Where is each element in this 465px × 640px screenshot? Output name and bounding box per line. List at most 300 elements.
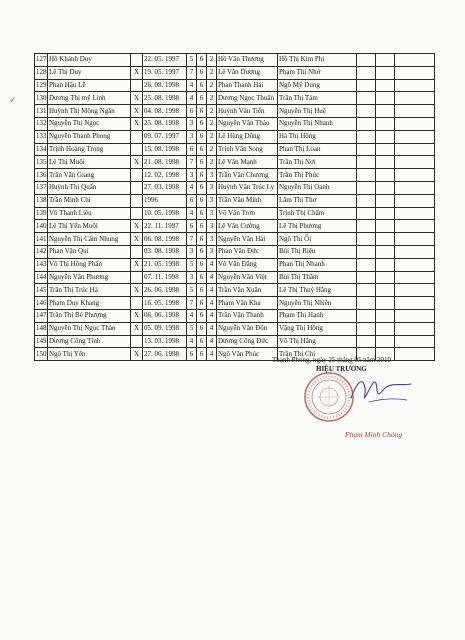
blank-cell — [376, 335, 395, 348]
blank-cell — [395, 258, 435, 271]
blank-cell — [357, 335, 376, 348]
table-row — [35, 271, 435, 284]
col-a: 3 — [187, 169, 197, 182]
blank-cell — [395, 117, 435, 130]
row-number: 129 — [35, 79, 48, 92]
col-a: 4 — [187, 309, 197, 322]
col-a: 6 — [187, 220, 197, 233]
mother-name: Nguyễn Thị Nhiên — [278, 297, 357, 310]
student-name: Lê Thị Duy — [48, 66, 131, 79]
blank-cell — [395, 143, 435, 156]
col-b: 6 — [197, 79, 207, 92]
gender-mark: X — [131, 220, 143, 233]
table-row — [35, 66, 435, 79]
table-row — [35, 233, 435, 246]
col-b: 6 — [197, 66, 207, 79]
table-row — [35, 117, 435, 130]
blank-cell — [357, 105, 376, 118]
birth-date: 27. 03. 1998 — [143, 181, 187, 194]
blank-cell — [395, 194, 435, 207]
margin-mark: ✓ — [9, 95, 17, 105]
col-b: 6 — [197, 233, 207, 246]
col-c: 3 — [207, 233, 217, 246]
birth-date: 15. 08. 1998 — [143, 143, 187, 156]
col-a: 4 — [187, 335, 197, 348]
gender-mark — [131, 335, 143, 348]
birth-date: 21. 08. 1998 — [143, 156, 187, 169]
student-name: Trần Thị Trúc Hà — [48, 284, 131, 297]
row-number: 137 — [35, 181, 48, 194]
blank-cell — [395, 207, 435, 220]
blank-cell — [395, 105, 435, 118]
student-name: Võ Thị Hồng Phấn — [48, 258, 131, 271]
blank-cell — [357, 322, 376, 335]
col-a: 7 — [187, 66, 197, 79]
blank-cell — [395, 181, 435, 194]
student-name: Nguyễn Thị Ngọc Thảo — [48, 322, 131, 335]
birth-date: 27. 06. 1998 — [143, 348, 187, 361]
blank-cell — [376, 220, 395, 233]
col-b: 6 — [197, 92, 207, 105]
row-number: 142 — [35, 245, 48, 258]
table-row — [35, 105, 435, 118]
table-row — [35, 245, 435, 258]
birth-date: 12. 02. 1998 — [143, 169, 187, 182]
blank-cell — [376, 143, 395, 156]
blank-cell — [376, 169, 395, 182]
gender-mark: X — [131, 348, 143, 361]
col-c: 3 — [207, 181, 217, 194]
gender-mark — [131, 130, 143, 143]
col-a: 3 — [187, 271, 197, 284]
col-b: 6 — [197, 105, 207, 118]
blank-cell — [357, 207, 376, 220]
table-row — [35, 92, 435, 105]
blank-cell — [376, 117, 395, 130]
blank-cell — [357, 181, 376, 194]
row-number: 138 — [35, 194, 48, 207]
student-name: Võ Thanh Liêu — [48, 207, 131, 220]
student-name: Dương Thị mỹ Linh — [48, 92, 131, 105]
col-b: 6 — [197, 194, 207, 207]
birth-date: 03. 08. 1998 — [143, 245, 187, 258]
blank-cell — [376, 233, 395, 246]
birth-date: 1996 — [143, 194, 187, 207]
mother-name: Trần Thị Phúc — [278, 169, 357, 182]
student-name: Hồ Khánh Duy — [48, 54, 131, 67]
col-c: 3 — [207, 220, 217, 233]
mother-name: Hồ Thị Kim Phi — [278, 54, 357, 67]
blank-cell — [395, 297, 435, 310]
table-row — [35, 194, 435, 207]
footer-date-line: Thạnh Phong, ngày 25 tháng 05 năm 2010 — [272, 356, 391, 364]
table-row — [35, 54, 435, 67]
student-name: Nguyễn Thị Ngọc — [48, 117, 131, 130]
col-b: 6 — [197, 156, 207, 169]
mother-name: Trần Thị Nơi — [278, 156, 357, 169]
blank-cell — [376, 54, 395, 67]
mother-name: Nguyễn Thị Nhanh — [278, 117, 357, 130]
table-row — [35, 79, 435, 92]
col-c: 4 — [207, 309, 217, 322]
student-name: Nguyễn Thanh Phong — [48, 130, 131, 143]
blank-cell — [376, 156, 395, 169]
father-name: Võ Văn Đăng — [217, 258, 278, 271]
father-name: Trần Văn Thanh — [217, 309, 278, 322]
mother-name: Hà Thị Hồng — [278, 130, 357, 143]
col-c: 2 — [207, 79, 217, 92]
blank-cell — [376, 258, 395, 271]
row-number: 133 — [35, 130, 48, 143]
mother-name: Trịnh Thị Chấm — [278, 207, 357, 220]
col-a: 4 — [187, 207, 197, 220]
col-b: 6 — [197, 271, 207, 284]
blank-cell — [376, 322, 395, 335]
row-number: 148 — [35, 322, 48, 335]
blank-cell — [357, 194, 376, 207]
mother-name: Ngô Mỹ Dung — [278, 79, 357, 92]
col-c: 3 — [207, 169, 217, 182]
col-c: 3 — [207, 245, 217, 258]
row-number: 132 — [35, 117, 48, 130]
row-number: 147 — [35, 309, 48, 322]
col-c: 4 — [207, 322, 217, 335]
student-name: Trịnh Hoàng Trọng — [48, 143, 131, 156]
row-number: 136 — [35, 169, 48, 182]
col-a: 4 — [187, 92, 197, 105]
table-row — [35, 169, 435, 182]
gender-mark — [131, 207, 143, 220]
birth-date: 06. 08. 1998 — [143, 233, 187, 246]
col-c: 4 — [207, 348, 217, 361]
blank-cell — [376, 309, 395, 322]
col-a: 7 — [187, 297, 197, 310]
col-c: 2 — [207, 143, 217, 156]
table-row — [35, 284, 435, 297]
col-b: 6 — [197, 335, 207, 348]
blank-cell — [395, 348, 435, 361]
col-a: 4 — [187, 79, 197, 92]
col-a: 7 — [187, 156, 197, 169]
student-name: Huỳnh Thị Quấn — [48, 181, 131, 194]
student-name: Lê Thị Yến Muội — [48, 220, 131, 233]
row-number: 135 — [35, 156, 48, 169]
col-b: 6 — [197, 220, 207, 233]
gender-mark: X — [131, 105, 143, 118]
student-name: Lê Thị Muội — [48, 156, 131, 169]
table-row — [35, 181, 435, 194]
blank-cell — [357, 79, 376, 92]
blank-cell — [376, 194, 395, 207]
col-a: 5 — [187, 258, 197, 271]
blank-cell — [395, 156, 435, 169]
gender-mark — [131, 79, 143, 92]
blank-cell — [395, 335, 435, 348]
col-a: 4 — [187, 181, 197, 194]
mother-name: Phạm Thị Hạnh — [278, 309, 357, 322]
gender-mark — [131, 194, 143, 207]
blank-cell — [395, 66, 435, 79]
blank-cell — [357, 117, 376, 130]
gender-mark — [131, 271, 143, 284]
blank-cell — [376, 130, 395, 143]
blank-cell — [395, 92, 435, 105]
blank-cell — [376, 79, 395, 92]
gender-mark: X — [131, 322, 143, 335]
col-c: 4 — [207, 335, 217, 348]
student-name: Phan Hậu Lễ — [48, 79, 131, 92]
col-b: 6 — [197, 181, 207, 194]
col-c: 2 — [207, 130, 217, 143]
father-name: Nguyễn Văn Đôn — [217, 322, 278, 335]
row-number: 143 — [35, 258, 48, 271]
mother-name: Trần Thị Tám — [278, 92, 357, 105]
col-b: 6 — [197, 117, 207, 130]
col-c: 4 — [207, 258, 217, 271]
roster-body — [35, 54, 435, 361]
gender-mark: X — [131, 66, 143, 79]
table-row — [35, 297, 435, 310]
birth-date: 13. 03. 1998 — [143, 335, 187, 348]
table-row — [35, 207, 435, 220]
blank-cell — [357, 143, 376, 156]
father-name: Lê Văn Dương — [217, 66, 278, 79]
gender-mark — [131, 54, 143, 67]
gender-mark: X — [131, 309, 143, 322]
blank-cell — [395, 309, 435, 322]
blank-cell — [376, 105, 395, 118]
birth-date: 19. 05. 1997 — [143, 66, 187, 79]
col-c: 2 — [207, 54, 217, 67]
col-b: 6 — [197, 54, 207, 67]
blank-cell — [357, 258, 376, 271]
blank-cell — [357, 54, 376, 67]
birth-date: 21. 05. 1998 — [143, 258, 187, 271]
blank-cell — [395, 79, 435, 92]
table-row — [35, 322, 435, 335]
col-a: 5 — [187, 284, 197, 297]
birth-date: 16. 05. 1998 — [143, 297, 187, 310]
blank-cell — [395, 130, 435, 143]
mother-name: Vặng Thị Hồng — [278, 322, 357, 335]
blank-cell — [357, 271, 376, 284]
student-name: Dương Công Tính — [48, 335, 131, 348]
mother-name: Phan Thị Nhanh — [278, 258, 357, 271]
row-number: 131 — [35, 105, 48, 118]
student-name: Phạm Duy Khang — [48, 297, 131, 310]
gender-mark: X — [131, 117, 143, 130]
signer-name: Phạm Minh Chóng — [345, 430, 403, 439]
row-number: 134 — [35, 143, 48, 156]
row-number: 144 — [35, 271, 48, 284]
col-a: 5 — [187, 322, 197, 335]
col-c: 2 — [207, 92, 217, 105]
student-name: Nguyễn Văn Phương — [48, 271, 131, 284]
col-a: 3 — [187, 245, 197, 258]
table-row — [35, 309, 435, 322]
col-b: 6 — [197, 143, 207, 156]
father-name: Phạm Văn Kha — [217, 297, 278, 310]
blank-cell — [357, 66, 376, 79]
col-c: 2 — [207, 117, 217, 130]
father-name: Hồ Văn Thương — [217, 54, 278, 67]
mother-name: Lâm Thị Thơ — [278, 194, 357, 207]
blank-cell — [395, 233, 435, 246]
student-name: Huỳnh Thị Mộng Ngân — [48, 105, 131, 118]
col-a: 6 — [187, 105, 197, 118]
col-a: 6 — [187, 348, 197, 361]
col-a: 6 — [187, 194, 197, 207]
gender-mark — [131, 169, 143, 182]
col-b: 6 — [197, 284, 207, 297]
father-name: Trần Văn Chương — [217, 169, 278, 182]
mother-name: Nguyễn Thị Oanh — [278, 181, 357, 194]
blank-cell — [376, 66, 395, 79]
father-name: Lê Văn Cường — [217, 220, 278, 233]
mother-name: Bùi Thị Riêu — [278, 245, 357, 258]
mother-name: Nguyễn Thị Huệ — [278, 105, 357, 118]
father-name: Huỳnh Văn Trúc Ly — [217, 181, 278, 194]
blank-cell — [357, 92, 376, 105]
row-number: 127 — [35, 54, 48, 67]
student-name: Trần Thị Bé Phượng — [48, 309, 131, 322]
blank-cell — [357, 297, 376, 310]
father-name: Trần Văn Minh — [217, 194, 278, 207]
blank-cell — [395, 220, 435, 233]
blank-cell — [376, 245, 395, 258]
father-name: Trịnh Văn Song — [217, 143, 278, 156]
gender-mark: X — [131, 284, 143, 297]
col-a: 7 — [187, 233, 197, 246]
birth-date: 25. 08. 1998 — [143, 117, 187, 130]
father-name: Phan Thanh Hải — [217, 79, 278, 92]
mother-name: Phạm Thị Nhớ — [278, 66, 357, 79]
gender-mark: X — [131, 92, 143, 105]
col-a: 3 — [187, 117, 197, 130]
table-row — [35, 335, 435, 348]
col-b: 6 — [197, 322, 207, 335]
mother-name: Lê Thị Thuý Hằng — [278, 284, 357, 297]
table-row — [35, 130, 435, 143]
birth-date: 26. 08. 1998 — [143, 79, 187, 92]
blank-cell — [376, 207, 395, 220]
col-c: 4 — [207, 284, 217, 297]
mother-name: Phan Thị Loan — [278, 143, 357, 156]
row-number: 149 — [35, 335, 48, 348]
father-name: Võ Văn Trơn — [217, 207, 278, 220]
birth-date: 05. 09. 1998 — [143, 322, 187, 335]
row-number: 141 — [35, 233, 48, 246]
col-b: 6 — [197, 207, 207, 220]
birth-date: 26. 06. 1998 — [143, 284, 187, 297]
blank-cell — [395, 284, 435, 297]
blank-cell — [357, 309, 376, 322]
student-name: Phan Văn Quí — [48, 245, 131, 258]
blank-cell — [395, 271, 435, 284]
birth-date: 25. 08. 1998 — [143, 92, 187, 105]
birth-date: 04. 08. 1998 — [143, 105, 187, 118]
col-a: 5 — [187, 54, 197, 67]
father-name: Lê Hùng Dũng — [217, 130, 278, 143]
blank-cell — [357, 245, 376, 258]
col-b: 6 — [197, 348, 207, 361]
father-name: Huỳnh Văn Tiến — [217, 105, 278, 118]
blank-cell — [376, 271, 395, 284]
father-name: Trần Văn Xuân — [217, 284, 278, 297]
birth-date: 06. 06. 1998 — [143, 309, 187, 322]
father-name: Nguyễn Văn Việt — [217, 271, 278, 284]
gender-mark: X — [131, 233, 143, 246]
birth-date: 10. 05. 1998 — [143, 207, 187, 220]
gender-mark — [131, 143, 143, 156]
blank-cell — [395, 245, 435, 258]
col-b: 6 — [197, 309, 207, 322]
col-c: 2 — [207, 156, 217, 169]
col-c: 3 — [207, 194, 217, 207]
col-a: 3 — [187, 130, 197, 143]
mother-name: Võ Thị Hằng — [278, 335, 357, 348]
gender-mark: X — [131, 156, 143, 169]
table-row — [35, 156, 435, 169]
col-b: 6 — [197, 130, 207, 143]
col-c: 2 — [207, 66, 217, 79]
col-b: 6 — [197, 258, 207, 271]
table-row — [35, 258, 435, 271]
student-roster-table — [34, 53, 435, 361]
father-name: Dương Ngọc Thuấn — [217, 92, 278, 105]
birth-date: 22. 05. 1997 — [143, 54, 187, 67]
blank-cell — [357, 220, 376, 233]
blank-cell — [357, 284, 376, 297]
col-c: 4 — [207, 271, 217, 284]
mother-name: Bùi Thị Thắm — [278, 271, 357, 284]
student-name: Trần Văn Giang — [48, 169, 131, 182]
row-number: 145 — [35, 284, 48, 297]
blank-cell — [357, 156, 376, 169]
birth-date: 22. 11. 1997 — [143, 220, 187, 233]
col-b: 6 — [197, 245, 207, 258]
col-b: 6 — [197, 169, 207, 182]
father-name: Nguyễn Văn Hải — [217, 233, 278, 246]
col-b: 6 — [197, 297, 207, 310]
birth-date: 09. 07. 1997 — [143, 130, 187, 143]
student-name: Trần Minh Chí — [48, 194, 131, 207]
blank-cell — [357, 233, 376, 246]
blank-cell — [395, 169, 435, 182]
table-row — [35, 143, 435, 156]
col-c: 2 — [207, 105, 217, 118]
row-number: 128 — [35, 66, 48, 79]
father-name: Phan Văn Đức — [217, 245, 278, 258]
row-number: 150 — [35, 348, 48, 361]
signature-mark — [345, 372, 415, 408]
father-name: Nguyễn Văn Thảo — [217, 117, 278, 130]
blank-cell — [357, 169, 376, 182]
father-name: Lê Văn Mạnh — [217, 156, 278, 169]
col-a: 6 — [187, 143, 197, 156]
gender-mark — [131, 245, 143, 258]
row-number: 146 — [35, 297, 48, 310]
blank-cell — [395, 54, 435, 67]
mother-name: Lê Thị Phương — [278, 220, 357, 233]
blank-cell — [376, 181, 395, 194]
mother-name: Trần Thị Chi — [278, 348, 357, 361]
col-c: 3 — [207, 207, 217, 220]
row-number: 139 — [35, 207, 48, 220]
blank-cell — [376, 284, 395, 297]
col-c: 4 — [207, 297, 217, 310]
blank-cell — [395, 322, 435, 335]
